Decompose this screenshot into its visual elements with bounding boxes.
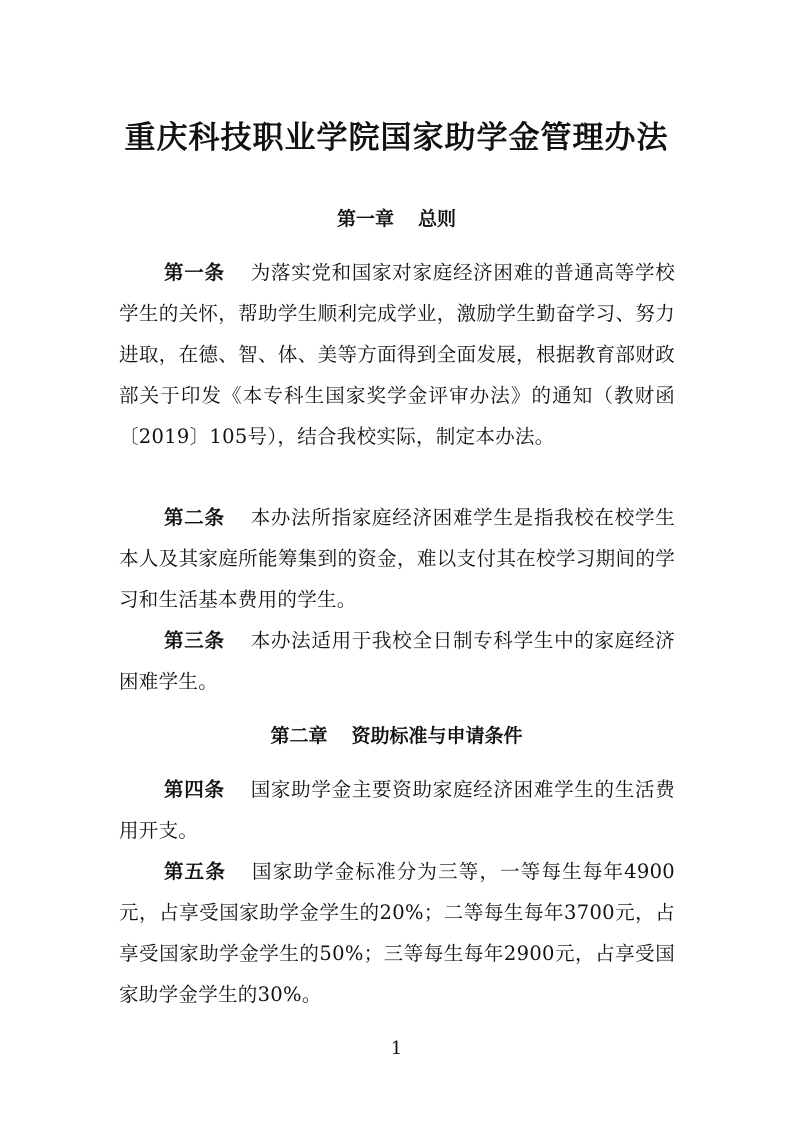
article-3 [119, 620, 675, 702]
chapter-label: 第一章 [336, 208, 394, 230]
article-text: 为落实党和国家对家庭经济困难的普通高等学校学生的关怀，帮助学生顺利完成学业，激励学生勤奋学习、努力进取，在德、智、体、美等方面得到全面发展，根据教育部财政部关于印发《本专科生国家奖学金评审办法》的通知（教财函〔2019〕105号），结合我校实际，制定本办法。 [119, 261, 675, 448]
article-label: 第一条 [164, 261, 225, 284]
article-4 [119, 769, 675, 851]
article-5 [119, 851, 675, 1015]
article-2 [119, 497, 675, 620]
chapter-label: 第二章 [270, 725, 328, 747]
article-label: 第五条 [164, 860, 227, 883]
chapter-name: 总则 [418, 208, 457, 230]
article-text: 本办法所指家庭经济困难学生是指我校在校学生本人及其家庭所能筹集到的资金，难以支付其在校学习期间的学习和生活基本费用的学生。 [119, 506, 675, 611]
article-label: 第二条 [164, 506, 225, 529]
article-1 [119, 252, 675, 457]
document-title: 重庆科技职业学院国家助学金管理办法 [124, 120, 669, 156]
article-text: 国家助学金标准分为三等，一等每生每年4900元，占享受国家助学金学生的20%；二等每生每年3700元，占享受国家助学金学生的50%；三等每生每年2900元，占享受国家助学金学生的30%。 [119, 860, 675, 1006]
page-number: 1 [390, 1038, 403, 1059]
article-text: 国家助学金主要资助家庭经济困难学生的生活费用开支。 [119, 778, 675, 842]
chapter-heading-1 [0, 204, 793, 231]
chapter-name: 资助标准与申请条件 [351, 725, 523, 747]
chapter-heading-2 [0, 721, 793, 748]
article-label: 第三条 [164, 629, 225, 652]
article-label: 第四条 [164, 778, 225, 801]
article-text: 本办法适用于我校全日制专科学生中的家庭经济困难学生。 [119, 629, 675, 693]
